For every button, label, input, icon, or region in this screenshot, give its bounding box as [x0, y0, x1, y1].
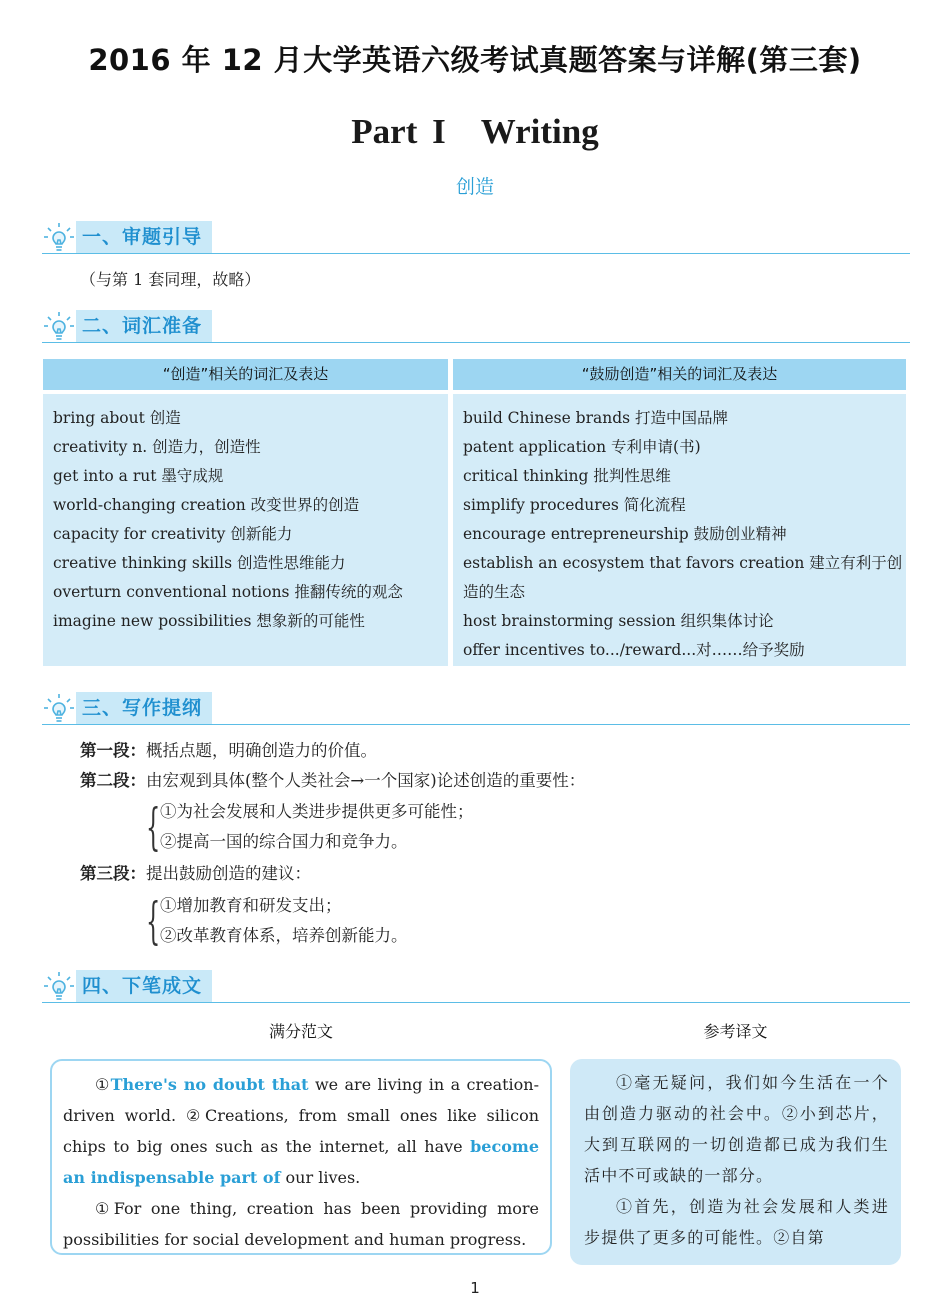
essay-paragraph: ①For one thing, creation has been providing more possibilities for social development and human progress.	[63, 1199, 539, 1249]
outline-sub-item: ①增加教育和研发支出；	[160, 896, 342, 915]
translation-box	[570, 1059, 901, 1265]
list-item: patent application 专利申请(书)	[463, 438, 701, 456]
model-essay-heading: 满分范文	[268, 1022, 333, 1041]
list-item: imagine new possibilities 想象新的可能性	[53, 612, 365, 630]
outline-label: 第二段：	[80, 771, 146, 790]
list-item: get into a rut 墨守成规	[53, 467, 224, 485]
lightbulb-icon	[42, 692, 76, 726]
page-number: 1	[470, 1279, 480, 1297]
list-item: build Chinese brands 打造中国品牌	[463, 409, 729, 427]
translation-paragraph: ①毫无疑问，我们如今生活在一个由创造力驱动的社会中。②小到芯片，大到互联网的一切创造都已成为我们生活中不可或缺的一部分。	[584, 1073, 889, 1185]
section-header-writing	[42, 970, 910, 1003]
outline-paragraph-1	[80, 736, 377, 766]
vocab-column-right	[453, 394, 906, 666]
topic-heading: 创造	[455, 176, 494, 198]
outline-label: 第三段：	[80, 864, 146, 883]
highlight-phrase: There's no doubt that	[110, 1075, 309, 1094]
highlight-phrase: become an indispensable part of	[63, 1137, 539, 1187]
sentence-marker: ①	[95, 1075, 111, 1094]
part-heading: Part I Writing	[351, 112, 599, 151]
list-item: critical thinking 批判性思维	[463, 467, 671, 485]
list-item: establish an ecosystem that favors creation 建立有利于创	[463, 554, 903, 572]
list-item: host brainstorming session 组织集体讨论	[463, 612, 774, 630]
list-item: encourage entrepreneurship 鼓励创业精神	[463, 525, 787, 543]
list-item: world-changing creation 改变世界的创造	[53, 496, 360, 514]
section-header-outline	[42, 692, 910, 725]
outline-paragraph-2	[80, 766, 585, 796]
list-item: capacity for creativity 创新能力	[53, 525, 293, 543]
brace-mark: {	[146, 798, 161, 856]
section-header-vocab	[42, 310, 910, 343]
list-item: simplify procedures 简化流程	[463, 496, 686, 514]
outline-sub-item: ②提高一国的综合国力和竞争力。	[160, 832, 408, 851]
vocab-list	[453, 394, 906, 665]
brace-mark: {	[146, 892, 161, 950]
vocab-column-left	[43, 394, 448, 666]
vocab-header-right: “鼓励创造”相关的词汇及表达	[453, 359, 906, 390]
translation-heading: 参考译文	[703, 1022, 768, 1041]
lightbulb-icon	[42, 221, 76, 255]
guide-note: （与第 1 套同理，故略）	[80, 270, 261, 289]
vocab-header-left: “创造”相关的词汇及表达	[43, 359, 448, 390]
document-title: 2016 年 12 月大学英语六级考试真题答案与详解(第三套)	[88, 43, 862, 77]
section-label: 四、下笔成文	[76, 970, 212, 1002]
essay-paragraph	[63, 1069, 539, 1193]
essay-text: we are living in a creation-driven world. ②Creations, from small ones like silicon chips to big ones such as the internet, all have	[63, 1075, 539, 1156]
section-label: 二、词汇准备	[76, 310, 212, 342]
list-item: creative thinking skills 创造性思维能力	[53, 554, 346, 572]
outline-paragraph-3	[80, 859, 311, 889]
lightbulb-icon	[42, 970, 76, 1004]
outline-label: 第一段：	[80, 741, 146, 760]
translation-paragraph: ①首先，创造为社会发展和人类进步提供了更多的可能性。②自第	[584, 1197, 889, 1247]
outline-text: 由宏观到具体(整个人类社会→一个国家)论述创造的重要性：	[146, 771, 586, 790]
outline-text: 概括点题，明确创造力的价值。	[146, 741, 377, 760]
outline-text: 提出鼓励创造的建议：	[146, 864, 311, 883]
section-label: 三、写作提纲	[76, 692, 212, 724]
list-item: 造的生态	[463, 583, 526, 601]
list-item: creativity n. 创造力，创造性	[53, 438, 261, 456]
model-essay-box	[50, 1059, 552, 1255]
section-label: 一、审题引导	[76, 221, 212, 253]
vocab-list	[43, 394, 448, 636]
outline-sub-item: ①为社会发展和人类进步提供更多可能性；	[160, 802, 474, 821]
section-header-guide	[42, 221, 910, 254]
list-item: offer incentives to.../reward...对……给予奖励	[463, 641, 805, 659]
list-item: bring about 创造	[53, 409, 181, 427]
list-item: overturn conventional notions 推翻传统的观念	[53, 583, 403, 601]
outline-sub-item: ②改革教育体系，培养创新能力。	[160, 926, 408, 945]
lightbulb-icon	[42, 310, 76, 344]
essay-text: our lives.	[280, 1168, 361, 1187]
